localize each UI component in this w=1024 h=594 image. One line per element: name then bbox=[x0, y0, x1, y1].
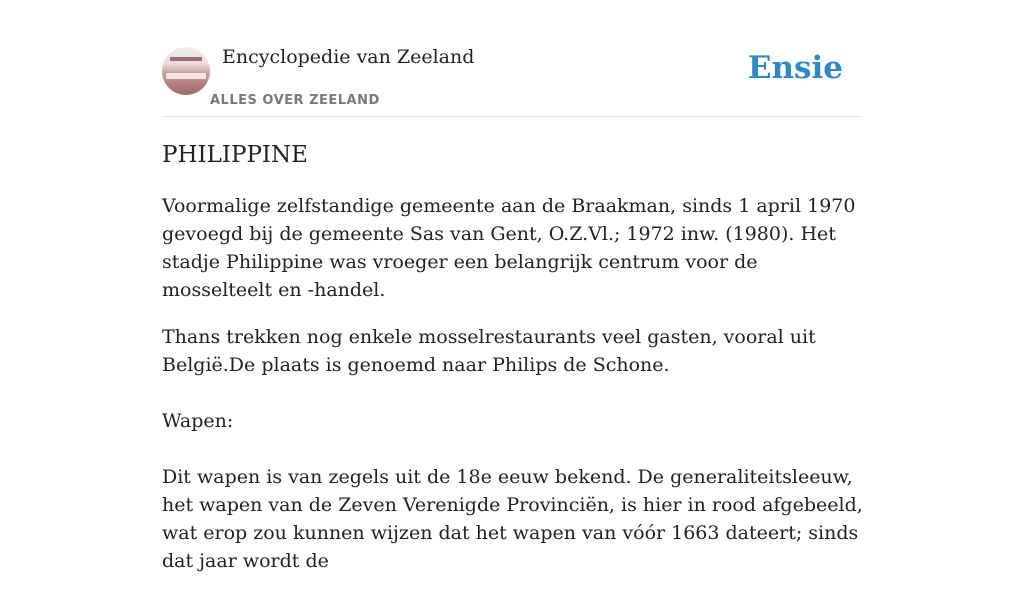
site-title[interactable]: Encyclopedie van Zeeland bbox=[222, 46, 475, 68]
article-paragraph: Dit wapen is van zegels uit de 18e eeuw bekend. De generaliteitsleeuw, het wapen van de Zeven Verenigde Provinciën, is hier in rood afgebeeld, wat erop zou kunnen wijzen dat het wapen van vóór 1663 dateert; sinds dat jaar wordt de bbox=[162, 466, 863, 572]
article-paragraph: Voormalige zelfstandige gemeente aan de Braakman, sinds 1 april 1970 gevoegd bij de gemeente Sas van Gent, O.Z.Vl.; 1972 inw. (1980). Het stadje Philippine was vroeger een belangrijk centrum voor de mosselteelt en -handel. bbox=[162, 195, 856, 301]
article-title: PHILIPPINE bbox=[162, 142, 308, 168]
brand-logo[interactable]: Ensie bbox=[747, 50, 843, 86]
article-paragraph: Wapen: bbox=[162, 410, 234, 432]
site-logo-avatar[interactable] bbox=[162, 47, 210, 95]
site-subtitle: ALLES OVER ZEELAND bbox=[210, 93, 380, 108]
site-header bbox=[162, 0, 862, 117]
article-paragraph: Thans trekken nog enkele mosselrestaurants veel gasten, vooral uit België.De plaats is genoemd naar Philips de Schone. bbox=[162, 326, 816, 376]
article-body bbox=[162, 192, 864, 594]
